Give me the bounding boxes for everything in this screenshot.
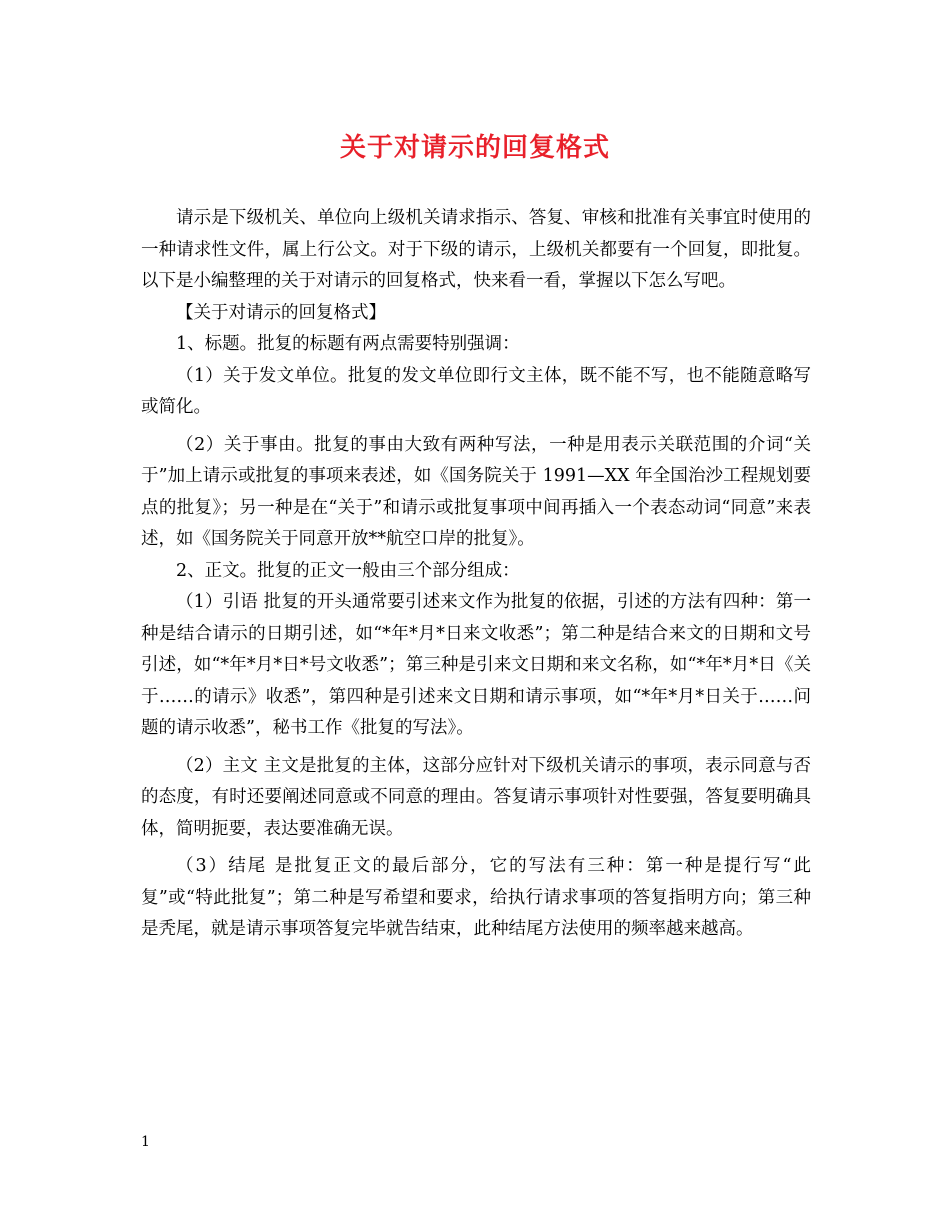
heading-body-section: 2、正文。批复的正文一般由三个部分组成： bbox=[176, 560, 520, 581]
body-item-ending: （3）结尾 是批复正文的最后部分，它的写法有三种：第一种是提行写“此复”或“特此批复”；第二种是写希望和要求，给执行请求事项的答复指明方向；第三种是秃尾，就是请示事项答复完毕就告结束，此种结尾方法使用的频率越来越高。 bbox=[141, 856, 811, 939]
body-item-introduction: （1）引语 批复的开头通常要引述来文作为批复的依据，引述的方法有四种：第一种是结合请示的日期引述，如“*年*月*日来文收悉”；第二种是结合来文的日期和文号引述，如“*年*月*日*号文收悉”；第三种是引来文日期和来文名称，如“*年*月*日《关于……的请示》收悉”，第四种是引述来文日期和请示事项，如“*年*月*日关于……问题的请示收悉”，秘书工作《批复的写法》。 bbox=[141, 592, 811, 738]
title-item-issuer: （1）关于发文单位。批复的发文单位即行文主体，既不能不写，也不能随意略写或简化。 bbox=[141, 365, 811, 417]
page-number: 1 bbox=[141, 1134, 150, 1150]
title-item-subject: （2）关于事由。批复的事由大致有两种写法，一种是用表示关联范围的介词“关于”加上请示或批复的事项来表述，如《国务院关于 1991—XX 年全国治沙工程规划要点的批复》；另一种是在“关于”和请示或批复事项中间再插入一个表态动词“同意”来表述，如《国务院关于同意开放**航空口岸的批复》。 bbox=[141, 434, 811, 549]
body-item-main-text: （2）主文 主文是批复的主体，这部分应针对下级机关请示的事项，表示同意与否的态度，有时还要阐述同意或不同意的理由。答复请示事项针对性要强，答复要明确具体，简明扼要，表达要准确无误。 bbox=[141, 755, 811, 839]
document-title: 关于对请示的回复格式 bbox=[339, 133, 610, 163]
heading-title-section: 1、标题。批复的标题有两点需要特别强调： bbox=[176, 334, 520, 354]
intro-paragraph: 请示是下级机关、单位向上级机关请求指示、答复、审核和批准有关事宜时使用的一种请求性文件，属上行公文。对于下级的请示，上级机关都要有一个回复，即批复。以下是小编整理的关于对请示的回复格式，快来看一看，掌握以下怎么写吧。 bbox=[141, 208, 811, 291]
section-heading: 【关于对请示的回复格式】 bbox=[176, 302, 386, 323]
document-body bbox=[141, 203, 811, 946]
